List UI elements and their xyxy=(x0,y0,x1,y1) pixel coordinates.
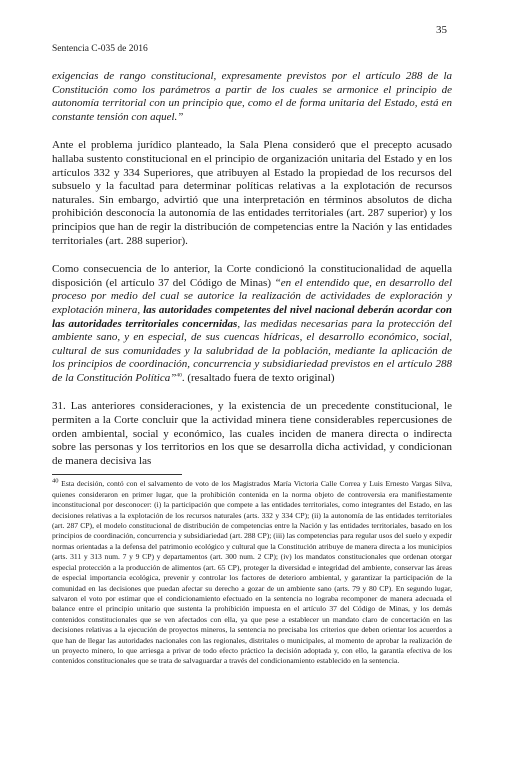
footnote-number: 40 xyxy=(52,477,59,485)
page-body xyxy=(52,70,452,682)
footnote-separator xyxy=(52,474,182,475)
consecuencia-quote-start: “en el entendido que, en desarrollo del proceso por medio del cual se autorice la realización de actividades de exploración y explotación minera, xyxy=(52,276,452,316)
consecuencia-intro: Como consecuencia de lo anterior, la Corte condicionó la constitucionalidad de aquella disposición (el artículo 37 del Código de Minas) xyxy=(52,263,452,289)
consecuencia-emphasis: las autoridades competentes del nivel nacional deberán acordar con las autoridades territoriales concernidas xyxy=(52,303,452,330)
running-header: Sentencia C-035 de 2016 xyxy=(52,44,148,54)
page-number: 35 xyxy=(436,24,447,36)
consecuencia-outro: . (resaltado fuera de texto original) xyxy=(181,371,335,384)
footnote-text: Esta decisión, contó con el salvamento de voto de los Magistrados María Victoria Calle Correa y Luis Ernesto Vargas Silva, quienes consideraron en primer lugar, que la prohibición contenida en la norma objeto de controversia era manifiestamente inconstitucional por desconocer: (i) la participación que compete a las entidades territoriales, como integrantes del Estado, en las decisiones relativas a la explotación de los recursos naturales (arts. 332 y 334 CP); (ii) la autonomía de las entidades territoriales (art. 287 CP), el modelo constitucional de distribución de competencias entre la Nación y las entidades territoriales, basado en los principios de coordinación, concurrencia y subsidiariedad (art. 288 CP); (iii) las competencias para regular usos del suelo y expedir normas orientadas a la defensa del patrimonio ecológico y cultural que la Constitución atribuye de manera directa a los municipios (arts. 311 y 313 num. 7 y 9 CP) y departamentos (art. 300 num. 2 CP); (iv) los mandatos constitucionales que ordenan otorgar especial protección a la producción de alimentos (art. 65 CP), proteger la diversidad e integridad del ambiente, conservar las áreas de especial importancia ecológica, prevenir y controlar los factores de deterioro ambiental, y garantizar la participación de la comunidad en las decisiones que puedan afectar su derecho a gozar de un ambiente sano (arts. 79 y 80 CP). En segundo lugar, salvaron el voto por estimar que el condicionamiento efectuado en la sentencia no lograba recomponer de manera adecuada el balance entre el principio unitario que sustenta la prohibición impuesta en el artículo 37 del Código de Minas, y los demás contenidos constitucionales que se ven afectados con ella, ya que pese a establecer un mandato claro de concertación en las decisiones relativas a la ejecución de proyectos mineros, la sentencia no precisaba los criterios que deben orientar los acuerdos a que han de llegar las autoridades nacionales con las regionales, distritales o municipales, al momento de aprobar la realización de un proyecto minero, lo que arriesga a privar de todo efecto práctico la decisión adoptada y, con ello, la garantía efectiva de los contenidos constitucionales que se trata de salvaguardar a través del condicionamiento establecido en la sentencia. xyxy=(52,479,452,666)
paragraph-sala-plena: Ante el problema jurídico planteado, la Sala Plena consideró que el precepto acusado hallaba sustento constitucional en el principio de organización unitaria del Estado y en los artículos 332 y 334 Superiores, que atribuyen al Estado la propiedad de los recursos del subsuelo y la facultad para determinar políticas relativas a la explotación de recursos naturales. Sin embargo, advirtió que una interpretación en términos absolutos de dicha prohibición desconocía la autonomía de las entidades territoriales (art. 287 superior) y los principios que han de regir la distribución de competencias entre la Nación y las entidades territoriales (art. 288 superior). xyxy=(52,139,452,247)
quote-continuation: exigencias de rango constitucional, expresamente previstos por el artículo 288 de la Constitución como los parámetros a partir de los cuales se armonice el principio de autonomía territorial con un principio que, como el de forma unitaria del Estado, está en constante tensión con aquel.” xyxy=(52,70,452,123)
paragraph-31: 31. Las anteriores consideraciones, y la existencia de un precedente constitucional, le permiten a la Corte concluir que la actividad minera tiene considerables repercusiones de orden ambiental, social y económico, las cuales inciden de manera directa o indirecta sobre las personas y los territorios en los que se desarrolla dicha actividad, y condicionan de manera decisiva las xyxy=(52,400,452,467)
paragraph-consecuencia xyxy=(52,263,452,385)
consecuencia-quote-end: , las medidas necesarias para la protección del ambiente sano, y en especial, de sus cuencas hídricas, el desarrollo económico, social, cultural de sus comunidades y la salubridad de la población, mediante la aplicación de los principios de coordinación, concurrencia y subsidiariedad previstos en el artículo 288 de la Constitución Política” xyxy=(52,317,452,384)
footnote-reference[interactable]: 40 xyxy=(176,372,182,379)
footnote-40 xyxy=(52,479,452,666)
